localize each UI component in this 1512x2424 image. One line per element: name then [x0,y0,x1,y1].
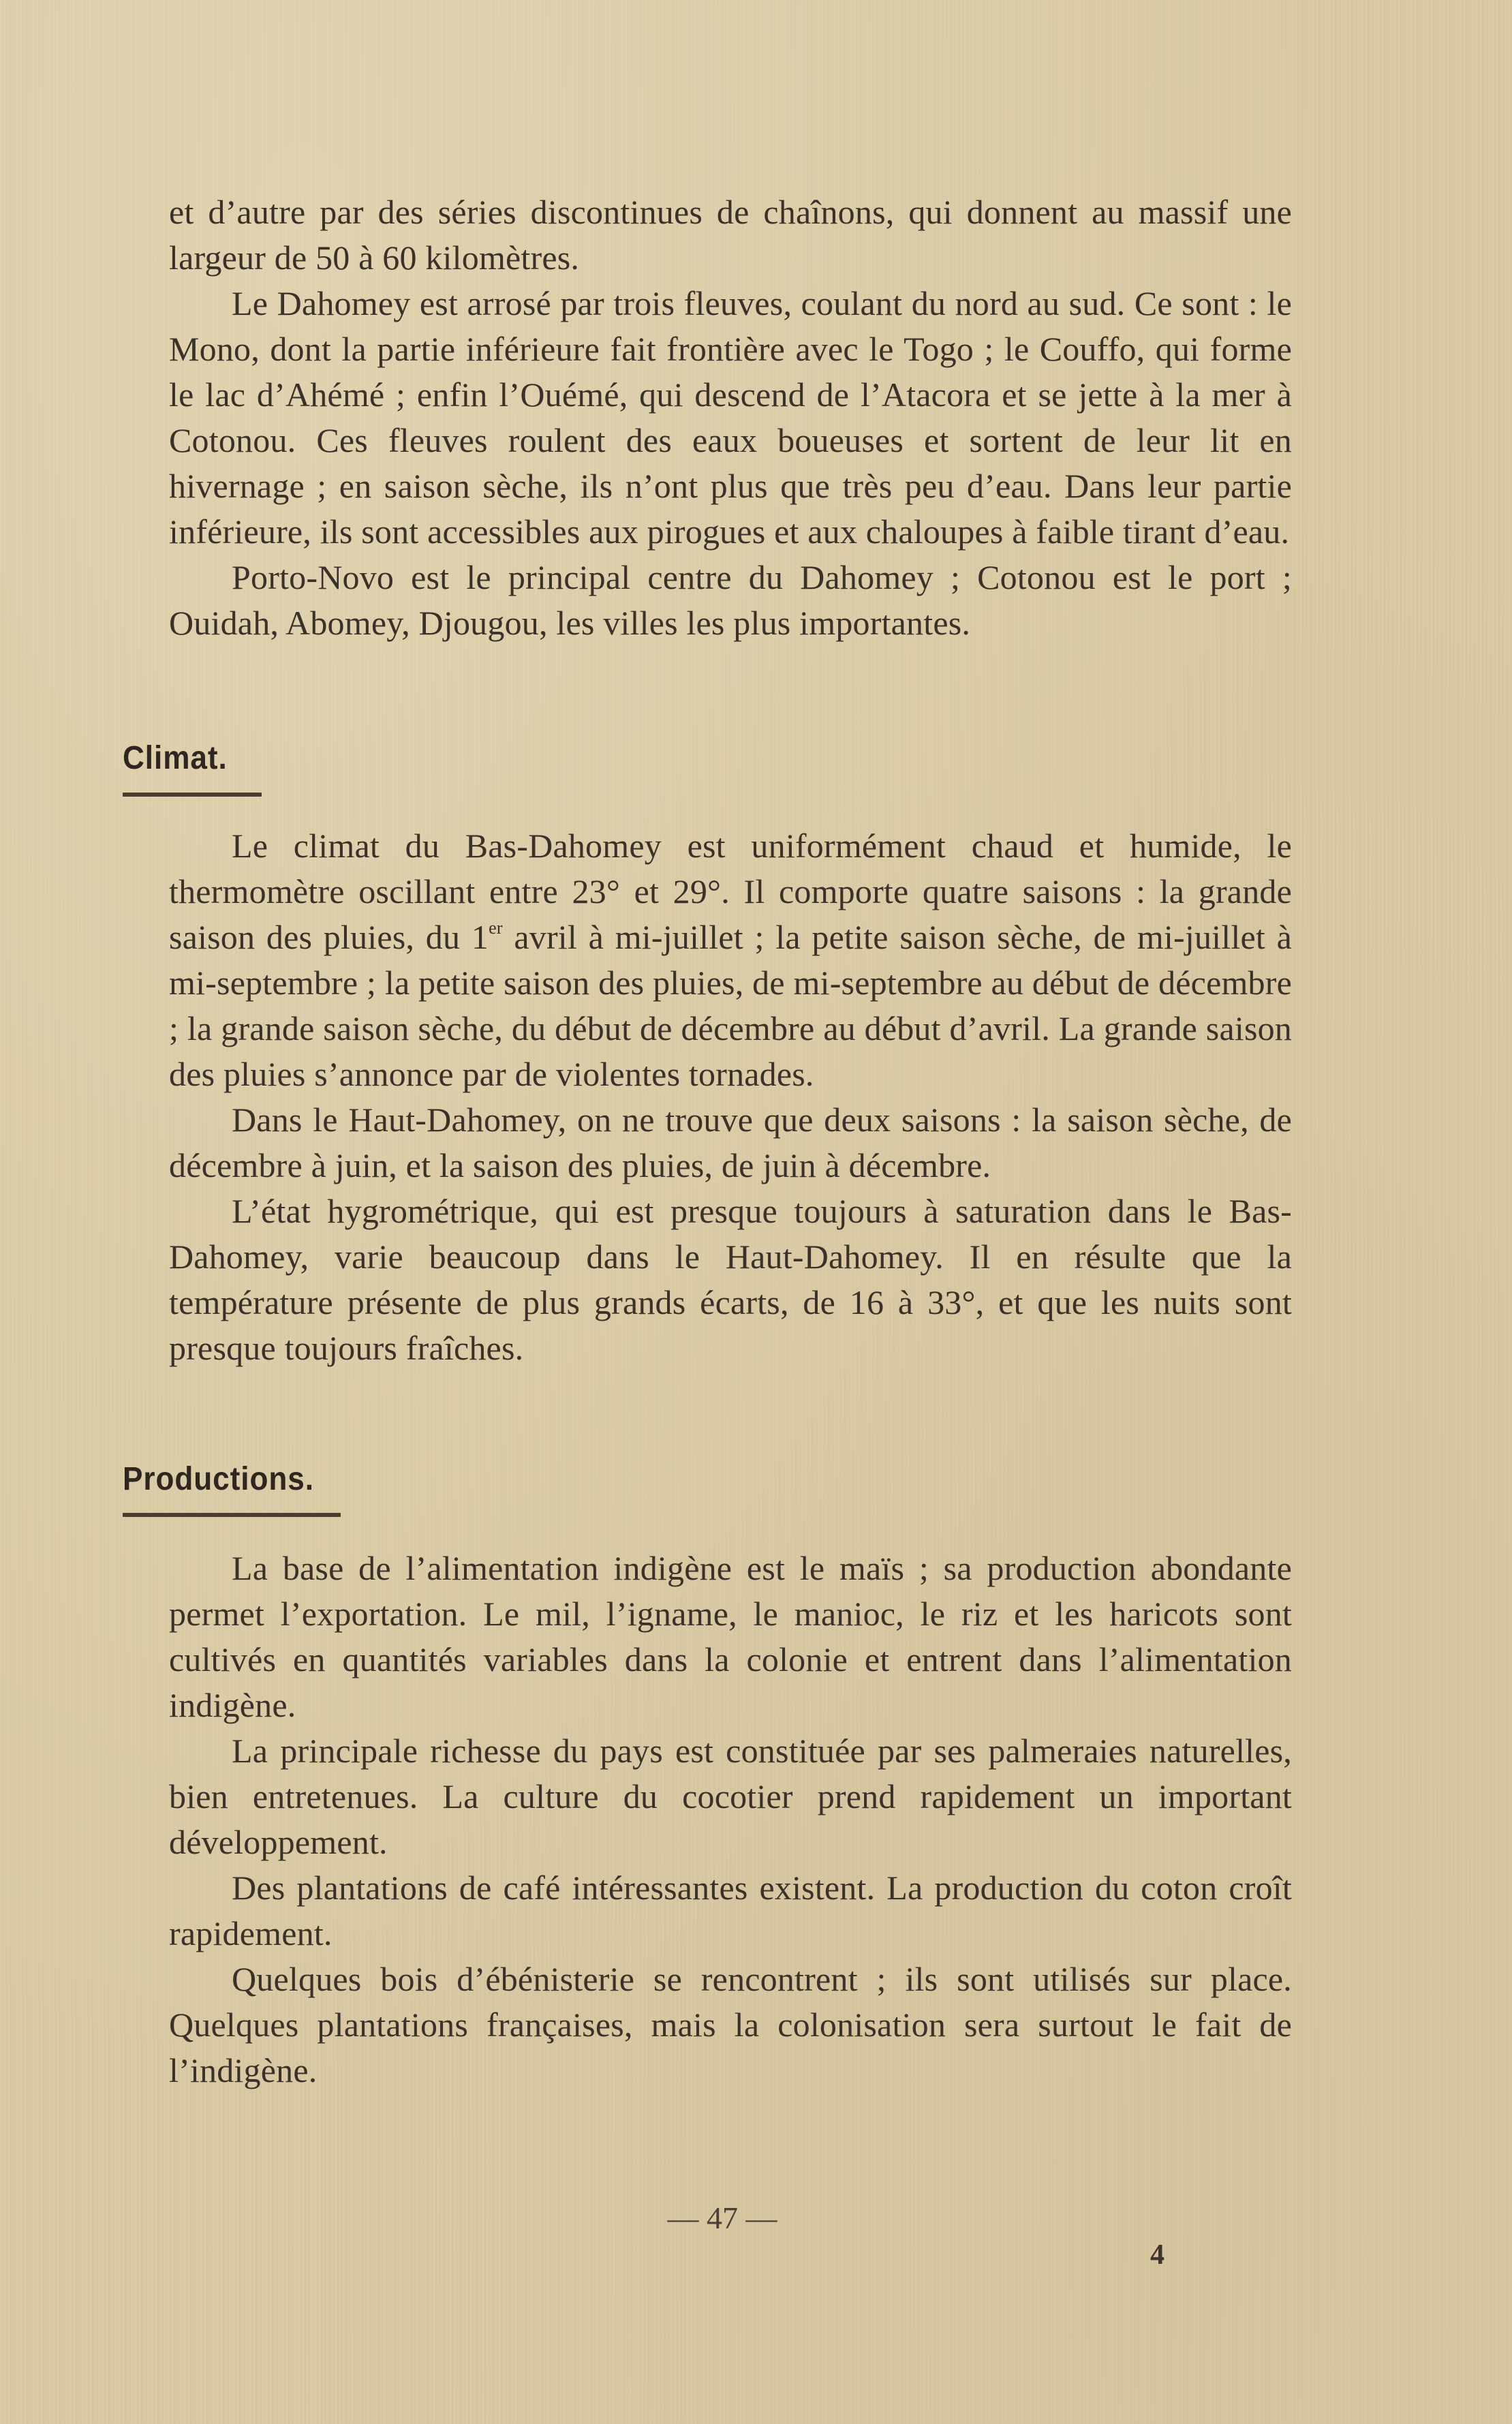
paragraph-massif: et d’autre par des séries discontinues de chaînons, qui donnent au massif une largeur de 50 à 60 kilomètres. [169,193,1292,277]
section-heading-productions: Productions. [123,1461,314,1497]
section-heading-climat: Climat. [123,740,228,776]
climat-text-block [169,823,1292,1371]
heading-underline-productions [123,1513,341,1517]
page-number: — 47 — [667,2200,777,2235]
climat-text-part1: Le climat du Bas-Dahomey est uniformément chaud et humide, le thermomètre oscillant entre 23° et 29°. Il comporte quatre saisons : la grande saison des pluies, du 1 [169,827,1292,956]
paragraph-palmeraies: La principale richesse du pays est constituée par ses palmeraies naturelles, bien entretenues. La culture du cocotier prend rapidement un important développement. [169,1732,1292,1861]
paragraph-haut-dahomey: Dans le Haut-Dahomey, on ne trouve que deux saisons : la saison sèche, de décembre à juin, et la saison des pluies, de juin à décembre. [169,1101,1292,1184]
paragraph-climat-saisons [169,823,1292,1097]
climat-text-part2: avril à mi-juillet ; la petite saison sèche, de mi-juillet à mi-septembre ; la petite saison des pluies, de mi-septembre au début de décembre ; la grande saison sèche, du début de décembre au début d’avril. La grande saison des pluies s’annonce par de violentes tornades. [169,918,1292,1093]
superscript-er: er [489,918,503,938]
paragraph-villes: Porto-Novo est le principal centre du Dahomey ; Cotonou est le port ; Ouidah, Abomey, Djougou, les villes les plus importantes. [169,558,1292,642]
intro-text-block [169,189,1292,646]
paragraph-bois: Quelques bois d’ébénisterie se rencontrent ; ils sont utilisés sur place. Quelques plantations françaises, mais la colonisation sera surtout le fait de l’indigène. [169,1960,1292,2089]
paragraph-hygrometrie: L’état hygrométrique, qui est presque toujours à saturation dans le Bas-Dahomey, varie beaucoup dans le Haut-Dahomey. Il en résulte que la température présente de plus grands écarts, de 16 à 33°, et que les nuits sont presque toujours fraîches. [169,1192,1292,1367]
heading-underline-climat [123,793,262,797]
paragraph-alimentation: La base de l’alimentation indigène est le maïs ; sa production abondante permet l’exportation. Le mil, l’igname, le manioc, le riz et les haricots sont cultivés en quantités variables dans la colonie et entrent dans l’alimentation indigène. [169,1549,1292,1724]
signature-mark: 4 [1150,2239,1164,2271]
paragraph-cafe-coton: Des plantations de café intéressantes existent. La production du coton croît rapidement. [169,1869,1292,1952]
paragraph-fleuves: Le Dahomey est arrosé par trois fleuves, coulant du nord au sud. Ce sont : le Mono, dont la partie inférieure fait frontière avec le Togo ; le Couffo, qui forme le lac d’Ahémé ; enfin l’Ouémé, qui descend de l’Atacora et se jette à la mer à Cotonou. Ces fleuves roulent des eaux boueuses et sortent de leur lit en hivernage ; en saison sèche, ils n’ont plus que très peu d’eau. Dans leur partie inférieure, ils sont accessibles aux pirogues et aux chaloupes à faible tirant d’eau. [169,284,1292,551]
productions-text-block [169,1546,1292,2093]
